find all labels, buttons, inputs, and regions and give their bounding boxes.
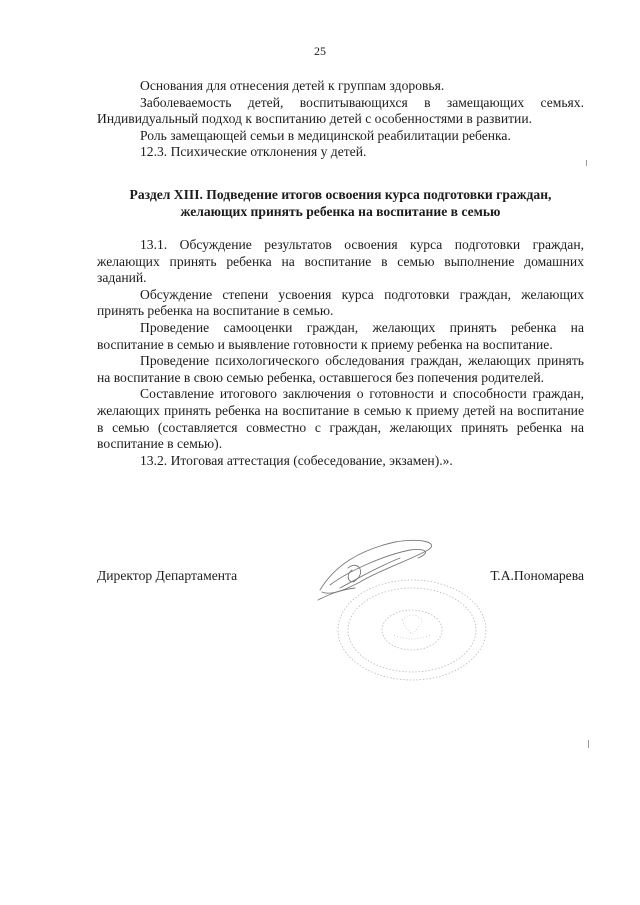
paragraph: 13.2. Итоговая аттестация (собеседование, экзамен).». (140, 452, 453, 468)
scan-mark (586, 160, 587, 166)
intro-paragraphs (97, 78, 584, 161)
section-paragraphs (97, 237, 584, 469)
section-heading-line: желающих принять ребенка на воспитание в семью (180, 204, 501, 219)
paragraph: 13.1. Обсуждение результатов освоения курса подготовки граждан, желающих принять ребенка на воспитание в семью выполнение домашних заданий. (97, 237, 584, 286)
section-heading (97, 186, 584, 220)
signature-scribble (300, 530, 490, 680)
signer-name: Т.А.Пономарева (490, 568, 584, 583)
signer-position: Директор Департамента (97, 568, 238, 583)
page-number: 25 (314, 44, 326, 58)
paragraph: 12.3. Психические отклонения у детей. (140, 144, 367, 160)
paragraph: Заболеваемость детей, воспитывающихся в замещающих семьях. Индивидуальный подход к воспитанию детей с особенностями в развитии. (97, 94, 584, 127)
scan-mark (588, 740, 589, 748)
paragraph: Основания для отнесения детей к группам здоровья. (140, 78, 445, 93)
paragraph: Проведение психологического обследования граждан, желающих принять на воспитание в свою семью ребенка, оставшегося без попечения родителей. (97, 353, 584, 385)
section-heading-line: Раздел XIII. Подведение итогов освоения курса подготовки граждан, (129, 187, 552, 202)
paragraph: Составление итогового заключения о готовности и способности граждан, желающих принять ребенка на воспитание в семью к приему детей на воспитание в семью (составляется совместно с граждан, желающих принять ребенка на воспитание в семью). (97, 386, 584, 452)
paragraph: Роль замещающей семьи в медицинской реабилитации ребенка. (140, 127, 511, 143)
paragraph: Проведение самооценки граждан, желающих принять ребенка на воспитание в семью и выявление готовности к приему ребенка на воспитание. (97, 319, 584, 352)
paragraph: Обсуждение степени усвоения курса подготовки граждан, желающих принять ребенка на воспитание в семью. (97, 286, 584, 319)
